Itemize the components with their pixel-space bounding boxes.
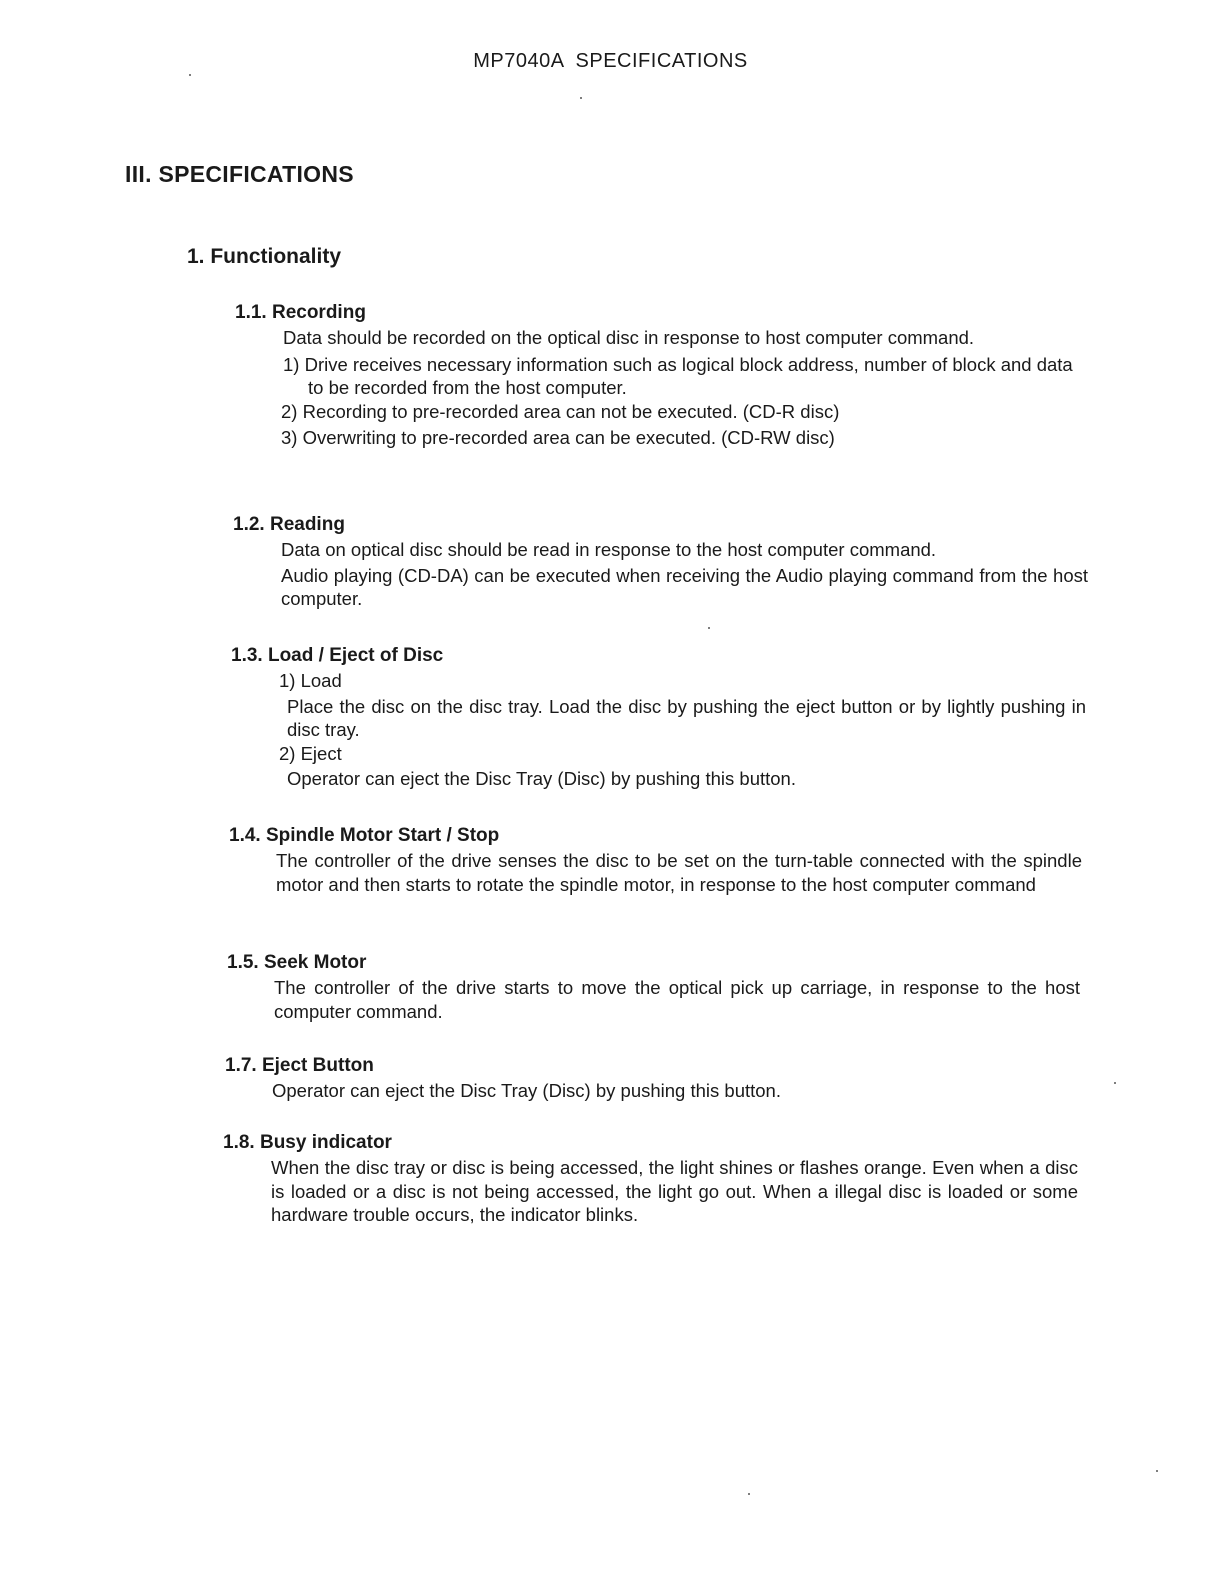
list-item: 3) Overwriting to pre-recorded area can be executed. (CD-RW disc) bbox=[281, 427, 835, 448]
section-title: 1. Functionality bbox=[187, 245, 342, 268]
list-item: 1) Drive receives necessary information such as logical block address, number of block and data to be recorded from the host computer. bbox=[283, 353, 1073, 398]
subsection-load-eject bbox=[231, 643, 1086, 791]
scan-speck bbox=[189, 74, 191, 76]
body-paragraph: Audio playing (CD-DA) can be executed when receiving the Audio playing command from the host computer. bbox=[281, 564, 1088, 609]
subsection-title: 1.1. Recording bbox=[235, 302, 366, 323]
body-paragraph: When the disc tray or disc is being accessed, the light shines or flashes orange. Even when a disc is loaded or a disc is not being accessed, the light go out. When a illegal disc is loaded or some hardware trouble occurs, the indicator blinks. bbox=[271, 1157, 1078, 1225]
scan-speck bbox=[580, 97, 582, 99]
chapter-title: III. SPECIFICATIONS bbox=[125, 161, 354, 187]
scan-speck bbox=[1114, 1082, 1116, 1084]
subsection-busy-indicator bbox=[223, 1130, 1078, 1227]
subsection-seek-motor bbox=[227, 950, 1080, 1023]
running-header: MP7040A SPECIFICATIONS bbox=[473, 50, 748, 72]
list-item: 1) Load bbox=[279, 670, 342, 691]
body-paragraph: Operator can eject the Disc Tray (Disc) by pushing this button. bbox=[272, 1080, 781, 1101]
body-paragraph: The controller of the drive starts to move the optical pick up carriage, in response to the host computer command. bbox=[274, 977, 1080, 1022]
list-item: 2) Recording to pre-recorded area can not be executed. (CD-R disc) bbox=[281, 400, 840, 422]
subsection-recording bbox=[235, 300, 1090, 450]
list-item: 2) Eject bbox=[279, 742, 342, 764]
subsection-title: 1.3. Load / Eject of Disc bbox=[231, 645, 444, 666]
subsection-title: 1.2. Reading bbox=[233, 514, 345, 535]
body-paragraph: Data should be recorded on the optical disc in response to host computer command. bbox=[283, 327, 975, 348]
subsection-title: 1.4. Spindle Motor Start / Stop bbox=[229, 825, 500, 846]
subsection-spindle bbox=[229, 823, 1082, 896]
body-paragraph: Operator can eject the Disc Tray (Disc) by pushing this button. bbox=[287, 768, 796, 789]
scan-speck bbox=[708, 627, 710, 629]
body-paragraph: The controller of the drive senses the disc to be set on the turn-table connected with the spindle motor and then starts to rotate the spindle motor, in response to the host computer command bbox=[276, 850, 1082, 895]
subsection-title: 1.7. Eject Button bbox=[225, 1055, 374, 1076]
scan-speck bbox=[748, 1493, 750, 1495]
body-paragraph: Data on optical disc should be read in response to the host computer command. bbox=[281, 539, 937, 560]
body-paragraph: Place the disc on the disc tray. Load the disc by pushing the eject button or by lightly pushing in disc tray. bbox=[287, 695, 1086, 740]
subsection-title: 1.8. Busy indicator bbox=[223, 1132, 392, 1153]
subsection-reading bbox=[233, 512, 1088, 611]
scan-speck bbox=[1156, 1470, 1158, 1472]
subsection-title: 1.5. Seek Motor bbox=[227, 952, 367, 973]
subsection-eject-button bbox=[225, 1053, 1078, 1103]
